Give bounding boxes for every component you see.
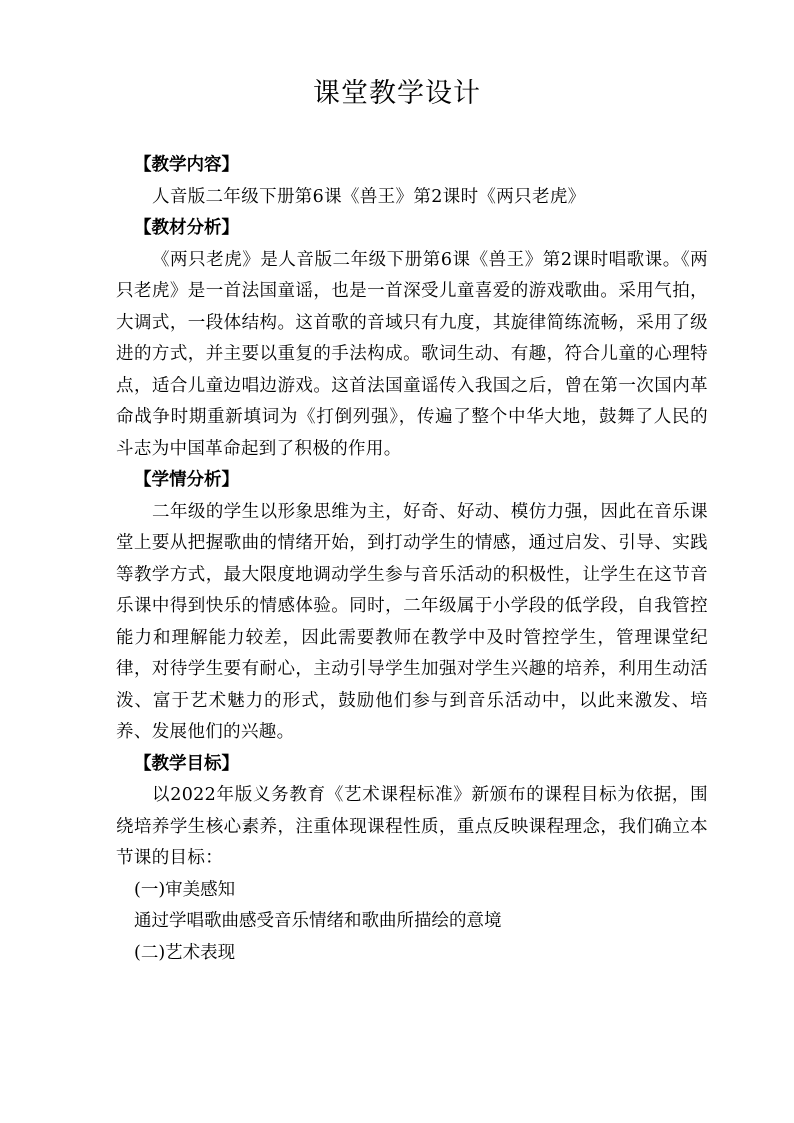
page-title: 课堂教学设计 — [313, 78, 481, 109]
section-heading-teaching-content: 【教学内容】 — [134, 155, 239, 175]
teaching-goals-text: 以2022年版义务教育《艺术课程标准》新颁布的课程目标为依据，围绕培养学生核心素养，注重体现课程性质，重点反映课程理念，我们确立本节课的目标： — [116, 785, 708, 868]
section-heading-textbook-analysis: 【教材分析】 — [134, 218, 239, 238]
student-analysis-text: 二年级的学生以形象思维为主，好奇、好动、模仿力强，因此在音乐课堂上要从把握歌曲的情绪开始，到打动学生的情感，通过启发、引导、实践等教学方式，最大限度地调动学生参与音乐活动的积极性，让学生在这节音乐课中得到快乐的情感体验。同时，二年级属于小学段的低学段，自我管控能力和理解能力较差，因此需要教师在教学中及时管控学生，管理课堂纪律，对待学生要有耐心，主动引导学生加强对学生兴趣的培养，利用生动活泼、富于艺术魅力的形式，鼓励他们参与到音乐活动中，以此来激发、培养、发展他们的兴趣。 — [116, 501, 708, 742]
goal-item-aesthetic-perception-text: 通过学唱歌曲感受音乐情绪和歌曲所描绘的意境 — [134, 911, 502, 931]
teaching-content-text: 人音版二年级下册第6课《兽王》第2课时《两只老虎》 — [152, 186, 586, 207]
goal-item-artistic-expression: (二)艺术表现 — [134, 942, 236, 963]
section-heading-teaching-goals: 【教学目标】 — [134, 753, 239, 774]
section-heading-student-analysis: 【学情分析】 — [134, 470, 239, 490]
document-body — [116, 150, 708, 969]
textbook-analysis-text: 《两只老虎》是人音版二年级下册第6课《兽王》第2课时唱歌课。《两只老虎》是一首法国童谣，也是一首深受儿童喜爱的游戏歌曲。采用气拍，大调式，一段体结构。这首歌的音域只有九度，其旋律简练流畅，采用了级进的方式，并主要以重复的手法构成。歌词生动、有趣，符合儿童的心理特点，适合儿童边唱边游戏。这首法国童谣传入我国之后，曾在第一次国内革命战争时期重新填词为《打倒列强》，传遍了整个中华大地，鼓舞了人民的斗志为中国革命起到了积极的作用。 — [116, 249, 708, 459]
goal-item-aesthetic-perception: (一)审美感知 — [134, 879, 236, 900]
